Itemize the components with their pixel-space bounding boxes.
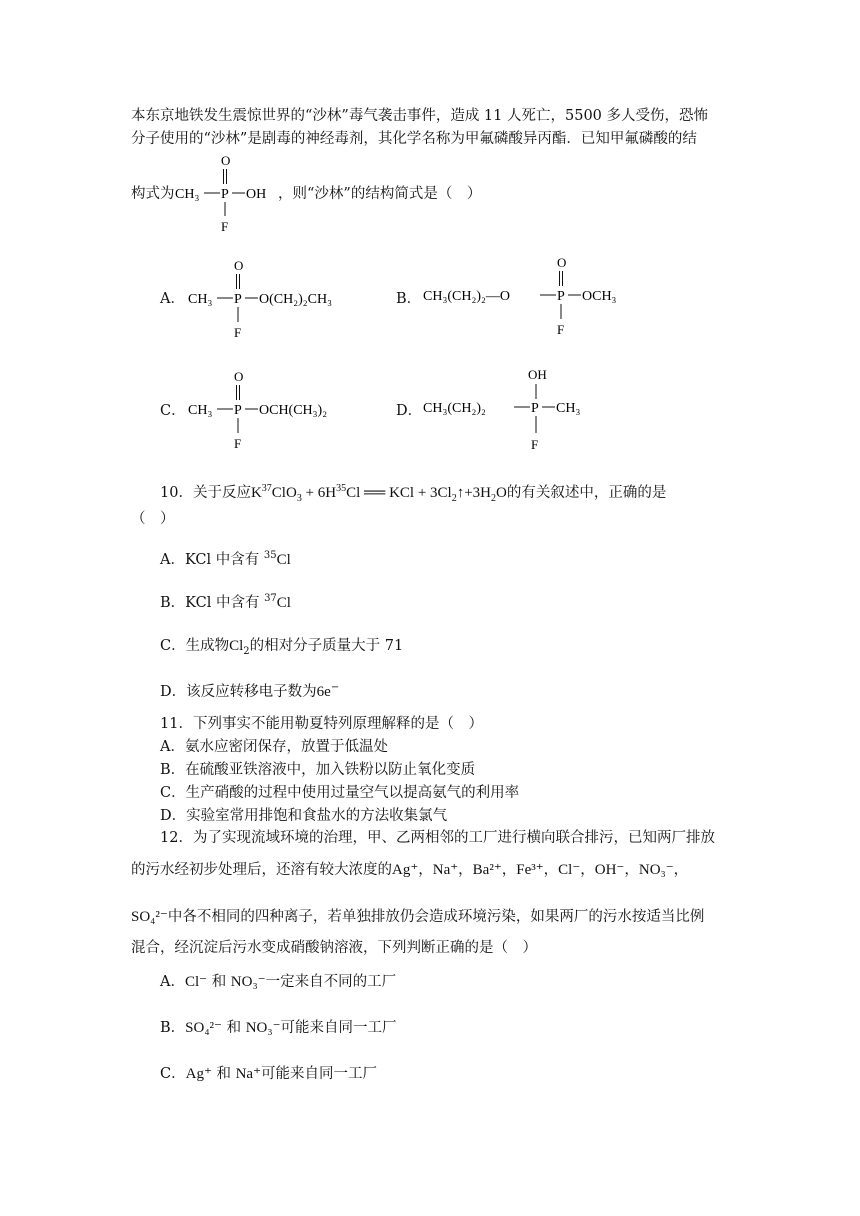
- q10-option-b: B．KCl 中含有 $^{37}$Cl: [160, 593, 291, 611]
- q12-line-4: 混合，经沉淀后污水变成硝酸钠溶液，下列判断正确的是（ ）: [131, 940, 537, 956]
- ion-3: Ba²⁺: [472, 862, 502, 878]
- svg-text:O: O: [234, 258, 244, 273]
- svg-text:F: F: [531, 437, 539, 452]
- atom-center: P: [221, 187, 229, 202]
- svg-text:CH₃(CH₂)₂: CH₃(CH₂)₂: [423, 401, 486, 416]
- svg-text:F: F: [234, 436, 242, 451]
- q9-option-c-structure: [188, 367, 358, 453]
- q9-option-d-label: D．: [396, 403, 423, 419]
- q10-option-d: D．该反应转移电子数为6e−: [160, 682, 340, 700]
- q9-option-a-label: A．: [160, 291, 185, 307]
- atom-right: OH: [246, 187, 267, 202]
- q12-line-1: 12．为了实现流域环境的治理，甲、乙两相邻的工厂进行横向联合排污，已知两厂排放: [160, 830, 715, 846]
- svg-text:CH₃: CH₃: [188, 292, 213, 307]
- q12-option-b: B．SO₄²⁻ 和 NO₃⁻可能来自同一工厂: [160, 1020, 397, 1036]
- svg-text:O: O: [234, 369, 244, 384]
- q10-bracket: （ ）: [131, 511, 175, 527]
- svg-text:OCH₃: OCH₃: [582, 289, 617, 304]
- atom-bottom: F: [221, 219, 229, 234]
- q11-stem: 11．下列事实不能用勒夏特列原理解释的是（ ）: [160, 716, 483, 732]
- q11-option-d: D．实验室常用排饱和食盐水的方法收集氯气: [160, 808, 448, 824]
- ion-7: NO₃⁻: [638, 862, 674, 878]
- q11-option-a: A．氨水应密闭保存，放置于低温处: [160, 739, 388, 755]
- q9-line-1: 本东京地铁发生震惊世界的“沙林”毒气袭击事件，造成 11 人死亡，5500 多人受伤，恐怖: [131, 108, 709, 124]
- svg-text:CH₃: CH₃: [188, 403, 213, 418]
- ion-6: OH⁻: [594, 862, 625, 878]
- atom-top: O: [221, 153, 231, 168]
- q9-line-3-before: 构式为: [131, 186, 175, 202]
- q9-option-a-structure: [188, 256, 358, 342]
- svg-text:P: P: [531, 401, 539, 416]
- svg-text:CH₃: CH₃: [556, 401, 581, 416]
- svg-text:P: P: [234, 292, 242, 307]
- svg-text:O: O: [557, 255, 567, 270]
- ion-4: Fe³⁺: [516, 862, 544, 878]
- q9-option-b-label: B．: [396, 291, 422, 307]
- q12-option-a: A．Cl⁻ 和 NO₃⁻一定来自不同的工厂: [160, 974, 397, 990]
- q12-option-c: C．Ag⁺ 和 Na⁺可能来自同一工厂: [160, 1066, 377, 1082]
- q9-option-c-label: C．: [160, 403, 186, 419]
- q9-line-2: 分子使用的“沙林”是剧毒的神经毒剂，其化学名称为甲氟磷酸异丙酯．已知甲氟磷酸的结: [131, 131, 697, 147]
- structure-main: [175, 152, 275, 234]
- q11-option-b: B．在硫酸亚铁溶液中，加入铁粉以防止氧化变质: [160, 762, 476, 778]
- q10-equation: $K^{37}ClO_3 + 6H^{35}Cl$ ══ KCl + $3Cl_2↑+3H_2O$: [250, 483, 507, 504]
- svg-text:O(CH₂)₂CH₃: O(CH₂)₂CH₃: [259, 292, 332, 307]
- svg-text:OH: OH: [528, 367, 547, 382]
- q12-line-2: 的污水经初步处理后，还溶有较大浓度的Ag⁺，Na⁺，Ba²⁺，Fe³⁺，Cl⁻，OH⁻，NO₃⁻，: [131, 862, 689, 878]
- q9-option-b-structure: [423, 253, 633, 339]
- q10-option-c: C．生成物$Cl_2$的相对分子质量大于 71: [160, 638, 404, 657]
- q10-stem: 10．关于反应$K^{37}ClO_3 + 6H^{35}Cl$ ══ KCl + $3Cl_2↑+3H_2O$的有关叙述中，正确的是: [160, 483, 667, 504]
- q9-line-3-after: ，则“沙林”的结构简式是（ ）: [278, 186, 482, 202]
- svg-text:F: F: [234, 325, 242, 340]
- svg-text:P: P: [234, 403, 242, 418]
- q9-option-d-structure: [423, 365, 603, 455]
- svg-text:OCH(CH₃)₂: OCH(CH₃)₂: [259, 403, 328, 418]
- ion-5: Cl⁻: [558, 862, 581, 878]
- ion-2: Na⁺: [432, 862, 459, 878]
- ion-1: Ag⁺: [392, 862, 419, 878]
- svg-text:CH₃(CH₂)₂—O: CH₃(CH₂)₂—O: [423, 289, 510, 304]
- q12-line-3: SO₄²⁻中各不相同的四种离子，若单独排放仍会造成环境污染，如果两厂的污水按适当比例: [131, 909, 705, 925]
- q10-option-a: A．KCl 中含有 $^{35}$Cl: [160, 550, 291, 568]
- q11-option-c: C．生产硝酸的过程中使用过量空气以提高氨气的利用率: [160, 785, 520, 801]
- svg-text:P: P: [557, 289, 565, 304]
- atom-left: CH₃: [175, 187, 200, 202]
- svg-text:F: F: [557, 322, 565, 337]
